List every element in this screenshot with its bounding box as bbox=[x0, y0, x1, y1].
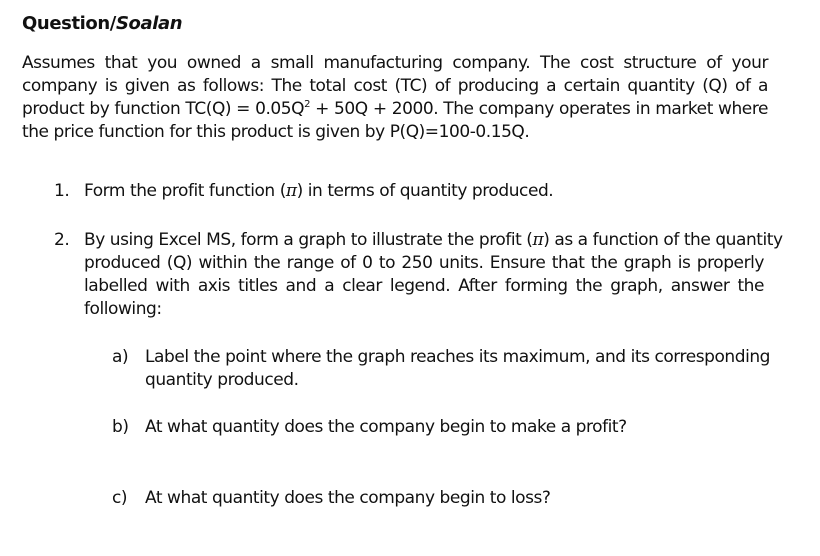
intro-line-1: Assumes that you owned a small manufacturing company. The cost structure of your bbox=[22, 53, 768, 73]
question-2-text bbox=[84, 229, 783, 321]
pi-symbol: π bbox=[285, 181, 297, 201]
sub-question-b-text: At what quantity does the company begin to make a profit? bbox=[145, 417, 627, 437]
intro-paragraph bbox=[22, 52, 768, 144]
heading-question-label: Question bbox=[22, 13, 110, 34]
question-2-line-1-b: ) as a function of the quantity bbox=[543, 230, 783, 250]
question-heading bbox=[22, 13, 182, 34]
sub-question-c-text: At what quantity does the company begin to loss? bbox=[145, 488, 551, 508]
question-1-text-a: Form the profit function ( bbox=[84, 181, 286, 201]
intro-line-4: the price function for this product is given by P(Q)=100-0.15Q. bbox=[22, 122, 530, 142]
question-2-line-1 bbox=[84, 229, 783, 252]
intro-line-2: company is given as follows: The total cost (TC) of producing a certain quantity (Q) of a bbox=[22, 76, 768, 96]
heading-separator: / bbox=[109, 13, 116, 34]
sub-question-c bbox=[112, 487, 772, 511]
question-1-number: 1. bbox=[54, 181, 70, 201]
sub-question-a-line-1: Label the point where the graph reaches its maximum, and its corresponding bbox=[145, 347, 771, 367]
intro-line-3-part-b: + 50Q + 2000. The company operates in market where bbox=[310, 99, 768, 119]
sub-question-a-label: a) bbox=[112, 347, 129, 367]
question-1-text-b: ) in terms of quantity produced. bbox=[296, 181, 554, 201]
question-1-text bbox=[84, 180, 553, 203]
intro-line-3-part-a: product by function TC(Q) = 0.05Q bbox=[22, 99, 305, 119]
sub-question-b-label: b) bbox=[112, 417, 129, 437]
question-2-number: 2. bbox=[54, 230, 70, 250]
question-2 bbox=[54, 229, 783, 325]
pi-symbol: π bbox=[532, 230, 544, 250]
sub-question-a bbox=[112, 346, 772, 394]
question-1 bbox=[54, 180, 774, 204]
sub-question-a-text bbox=[145, 346, 770, 392]
sub-question-b bbox=[112, 416, 772, 440]
squared-exponent: 2 bbox=[304, 99, 310, 110]
question-2-line-1-a: By using Excel MS, form a graph to illustrate the profit ( bbox=[84, 230, 533, 250]
intro-line-3 bbox=[22, 98, 768, 121]
question-2-line-4: following: bbox=[84, 299, 162, 319]
sub-question-a-line-2: quantity produced. bbox=[145, 370, 299, 390]
sub-question-c-label: c) bbox=[112, 488, 128, 508]
heading-soalan-label: Soalan bbox=[115, 13, 183, 34]
question-2-line-3: labelled with axis titles and a clear legend. After forming the graph, answer the bbox=[84, 276, 764, 296]
question-2-line-2: produced (Q) within the range of 0 to 250 units. Ensure that the graph is properly bbox=[84, 253, 764, 273]
